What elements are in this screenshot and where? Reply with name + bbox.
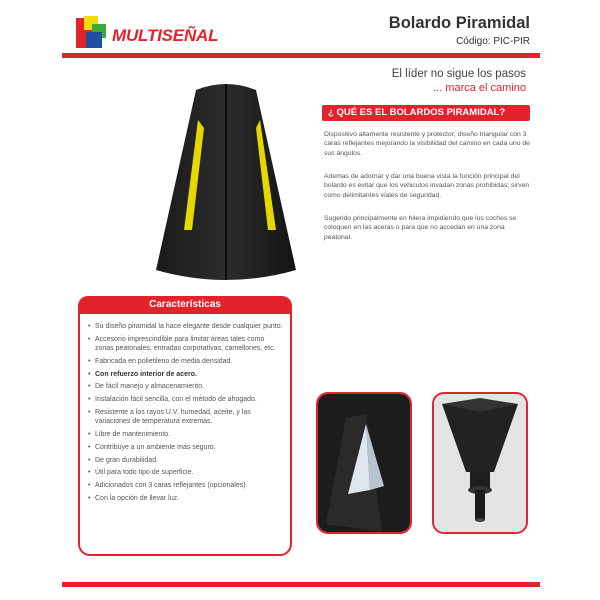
feature-item: • De gran durabilidad. (88, 456, 284, 465)
reflector-detail-photo (316, 392, 412, 534)
feature-item: • Accesorio imprescindible para limitar áreas tales como zonas peatonales, entradas corporativas, camellones, etc. (88, 335, 284, 353)
features-title: Características (78, 296, 292, 314)
feature-item: • Con la opción de llevar luz. (88, 494, 284, 503)
feature-item: • Con refuerzo interior de acero. (88, 370, 284, 379)
feature-item: • Útil para todo tipo de superficie. (88, 468, 284, 477)
description-paragraph: Dispositivo altamente resistente y protector; diseño triangular con 3 caras reflejantes mejorando la visibilidad del camino en cada uno de sus ángulos. (324, 131, 530, 157)
brand-logo (76, 14, 236, 54)
page-title: Bolardo Piramidal (388, 14, 530, 32)
feature-item: • Libre de mantenimiento. (88, 430, 284, 439)
feature-item: • Contribuye a un ambiente más seguro. (88, 443, 284, 452)
bottom-divider (62, 582, 540, 587)
base-detail-photo (432, 392, 528, 534)
question-banner: ¿ QUÉ ES EL BOLARDOS PIRAMIDAL? (322, 105, 530, 121)
feature-item: • De fácil manejo y almacenamiento. (88, 382, 284, 391)
feature-item: • Resistente a los rayos U.V. humedad, aceite, y las variaciones de temperatura extremas. (88, 408, 284, 426)
feature-item: • Su diseño piramidal la hace elegante desde cualquier punto. (88, 322, 284, 331)
description-paragraph: Ademas de adornar y dar una buena vista la función principal del bolardo es evitar que los vehiculos invadan zonas prohibidas; sirven como delimitantes viales de seguridad. (324, 173, 530, 199)
feature-item: • Adicionados con 3 caras reflejantes (opcionales). (88, 481, 284, 490)
feature-item: • Instalación fácil sencilla, con el método de ahogado. (88, 395, 284, 404)
slogan-line-2: ... marca el camino (433, 82, 526, 94)
product-sheet (62, 0, 540, 600)
description-paragraph: Sugerido principalmente en hilera impidiendo que los coches se coloquen en las aceras o para que no accedan en una zona peatonal. (324, 215, 517, 241)
features-list (88, 322, 284, 507)
product-code: Código: PIC-PIR (456, 36, 530, 47)
base-detail-image (434, 394, 526, 532)
features-box (78, 296, 292, 556)
feature-item: • Fabricada en polietileno de media densidad. (88, 357, 284, 366)
top-divider (62, 53, 540, 58)
bollard-image (126, 80, 326, 290)
logo-text: MULTISEÑAL (112, 26, 219, 45)
logo-mark-icon (76, 16, 112, 50)
reflector-detail-image (318, 394, 410, 532)
slogan-line-1: El líder no sigue los pasos (391, 68, 526, 80)
